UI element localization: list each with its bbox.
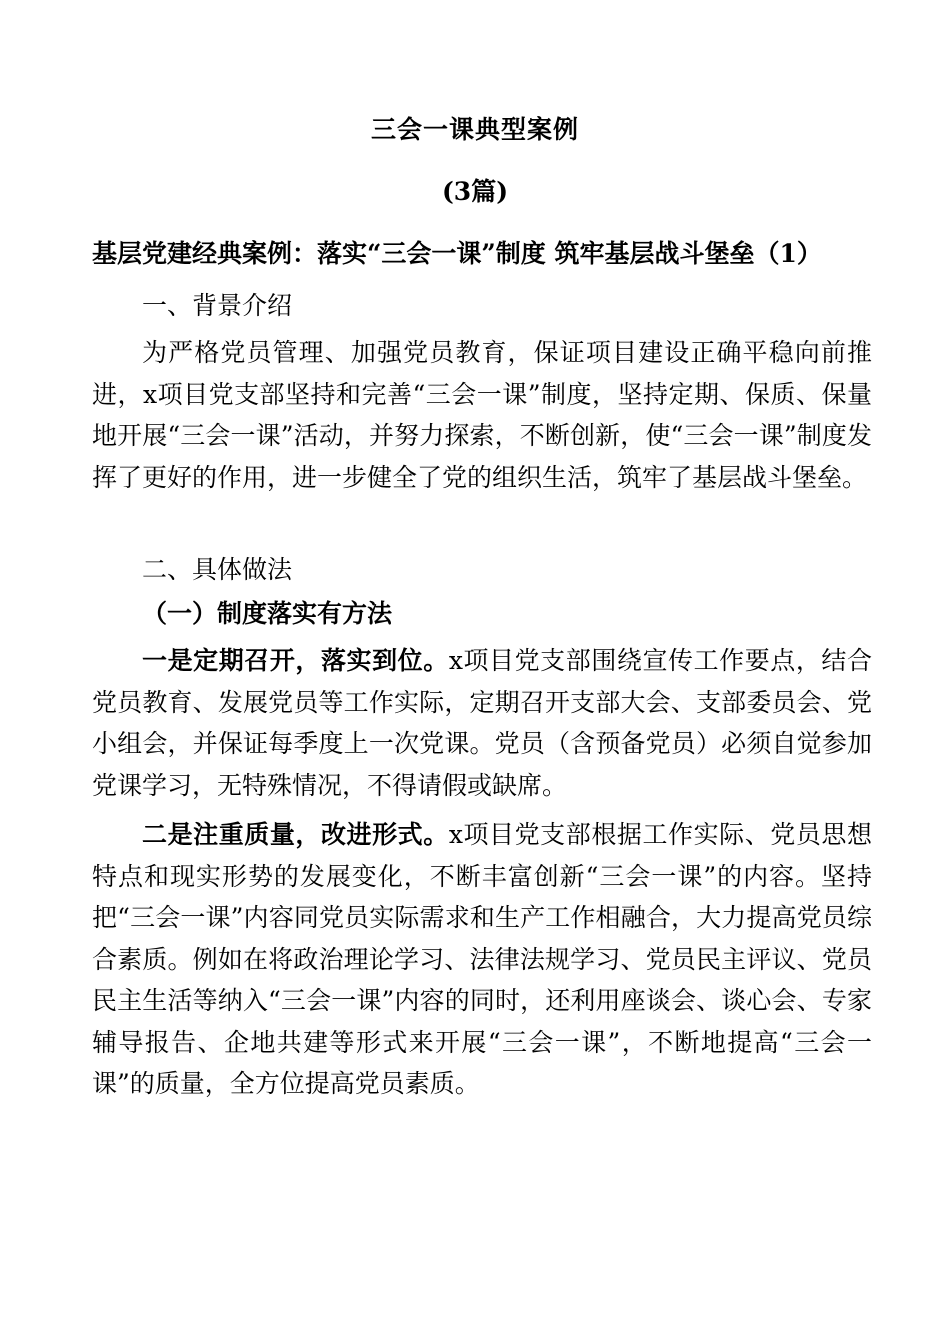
method-1-lead: 一是定期召开，落实到位。 bbox=[142, 646, 449, 675]
method-2-text: x项目党支部根据工作实际、党员思想特点和现实形势的发展变化，不断丰富创新“三会一课”的内容。坚持把“三会一课”内容同党员实际需求和生产工作相融合，大力提高党员综合素质。例如在将政治理论学习、法律法规学习、党员民主评议、党员民主生活等纳入“三会一课”内容的同时，还利用座谈会、谈心会、专家辅导报告、企地共建等形式来开展“三会一课”，不断地提高“三会一课”的质量，全方位提高党员素质。 bbox=[92, 820, 872, 1098]
method-2-lead: 二是注重质量，改进形式。 bbox=[142, 820, 449, 849]
section-heading-background: 一、背景介绍 bbox=[142, 291, 293, 320]
method-paragraph-2 bbox=[92, 814, 872, 1105]
intro-paragraph: 为严格党员管理、加强党员教育，保证项目建设正确平稳向前推进，x项目党支部坚持和完善“三会一课”制度，坚持定期、保质、保量地开展“三会一课”活动，并努力探索，不断创新，使“三会一课”制度发挥了更好的作用，进一步健全了党的组织生活，筑牢了基层战斗堡垒。 bbox=[92, 338, 872, 492]
method-1-text: x项目党支部围绕宣传工作要点，结合党员教育、发展党员等工作实际，定期召开支部大会、支部委员会、党小组会，并保证每季度上一次党课。党员（含预备党员）必须自觉参加党课学习，无特殊情况，不得请假或缺席。 bbox=[92, 646, 872, 800]
method-paragraph-1 bbox=[92, 640, 872, 806]
case-heading: 基层党建经典案例：落实“三会一课”制度 筑牢基层战斗堡垒（1） bbox=[92, 239, 822, 268]
subsection-heading-system: （一）制度落实有方法 bbox=[142, 599, 393, 628]
document-title: 三会一课典型案例 bbox=[370, 115, 579, 144]
section-heading-methods: 二、具体做法 bbox=[142, 555, 293, 584]
document-subtitle: (3篇) bbox=[441, 177, 509, 206]
